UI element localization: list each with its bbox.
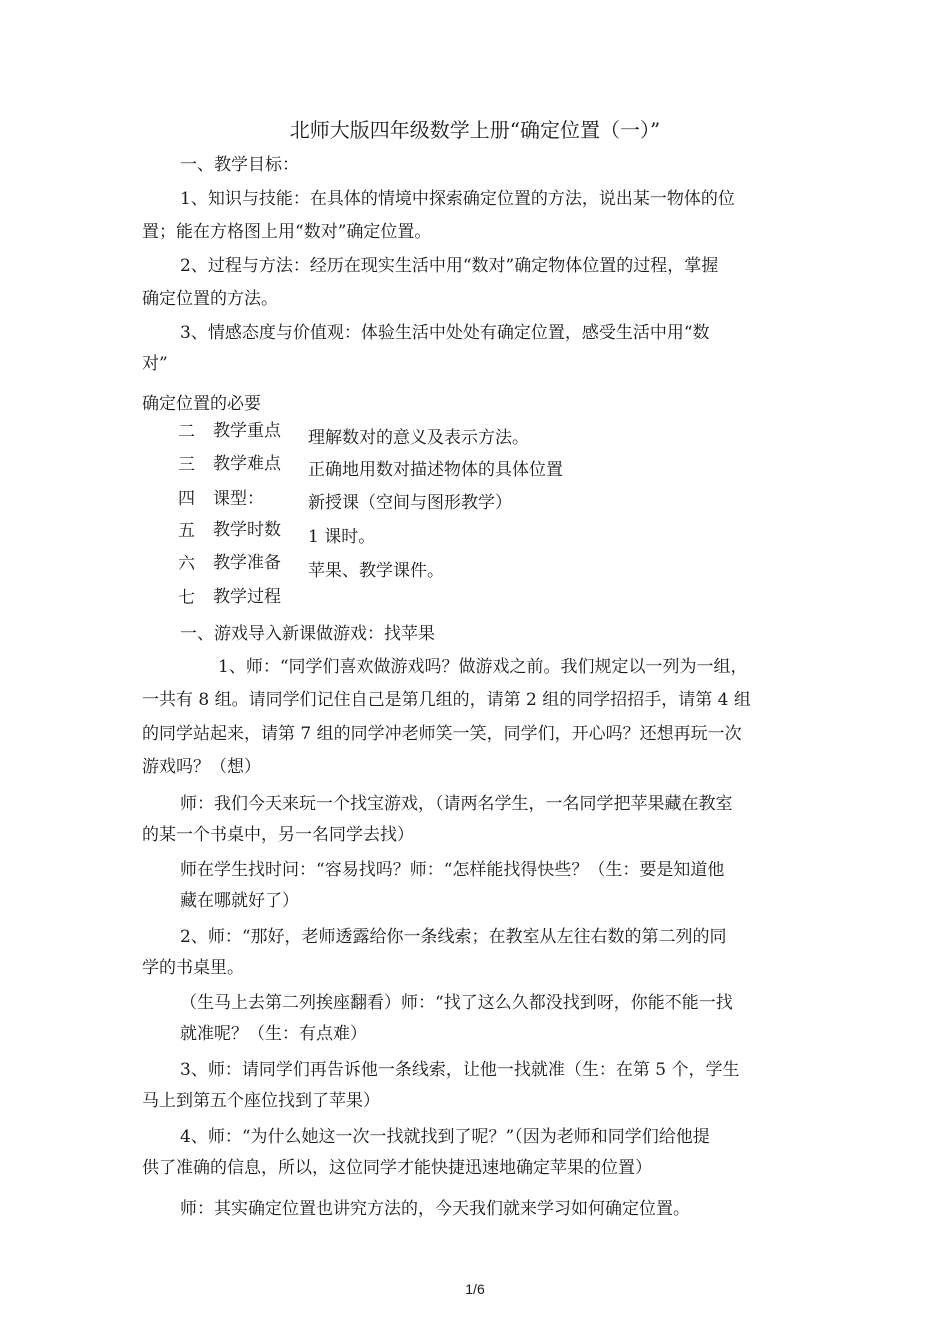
info-row-label: 课型： bbox=[213, 489, 264, 509]
paragraph-line: 的某一个书桌中，另一名同学去找） bbox=[142, 825, 414, 845]
paragraph-line: 2、师：“那好，老师透露给你一条线索；在教室从左往右数的第二列的同 bbox=[180, 927, 727, 947]
paragraph-line: 师：其实确定位置也讲究方法的，今天我们就来学习如何确定位置。 bbox=[180, 1199, 690, 1219]
info-row-number: 四 bbox=[178, 489, 195, 509]
objective-1-line-1: 1、知识与技能：在具体的情境中探索确定位置的方法，说出某一物体的位 bbox=[180, 189, 735, 209]
info-row-label: 教学过程 bbox=[213, 587, 281, 607]
objective-2-line-2: 确定位置的方法。 bbox=[142, 289, 278, 309]
objective-3-line-2: 对” bbox=[142, 354, 168, 374]
info-row-label: 教学时数 bbox=[213, 520, 281, 540]
info-row-number: 五 bbox=[178, 521, 195, 541]
info-row-value: 1 课时。 bbox=[308, 527, 376, 547]
info-row-number: 六 bbox=[178, 554, 195, 574]
paragraph-line: 1、师：“同学们喜欢做游戏吗？做游戏之前。我们规定以一列为一组， bbox=[218, 657, 748, 677]
objective-3-line-1: 3、情感态度与价值观：体验生活中处处有确定位置，感受生活中用“数 bbox=[180, 323, 710, 343]
paragraph-line: （生马上去第二列挨座翻看）师：“找了这么久都没找到呀，你能不能一找 bbox=[180, 993, 733, 1013]
paragraph-line: 一共有 8 组。请同学们记住自己是第几组的，请第 2 组的同学招招手，请第 4 组 bbox=[142, 690, 751, 710]
paragraph-line: 学的书桌里。 bbox=[142, 958, 244, 978]
paragraph-line: 师在学生找时问：“容易找吗？师：“怎样能找得快些？（生：要是知道他 bbox=[180, 860, 725, 880]
paragraph-line: 供了准确的信息，所以，这位同学才能快捷迅速地确定苹果的位置） bbox=[142, 1158, 652, 1178]
paragraph-line: 4、师：“为什么她这一次一找就找到了呢？”（因为老师和同学们给他提 bbox=[180, 1127, 710, 1147]
info-row-value: 新授课（空间与图形教学） bbox=[308, 493, 512, 513]
info-row-value: 苹果、教学课件。 bbox=[308, 561, 444, 581]
info-row-number: 二 bbox=[178, 422, 195, 442]
page-number: 1/6 bbox=[465, 1281, 485, 1297]
info-row-number: 三 bbox=[178, 455, 195, 475]
paragraph-line: 就准呢？（生：有点难） bbox=[180, 1024, 367, 1044]
info-row-number: 七 bbox=[178, 588, 195, 608]
paragraph-line: 藏在哪就好了） bbox=[180, 891, 299, 911]
paragraph-line: 马上到第五个座位找到了苹果） bbox=[142, 1091, 380, 1111]
info-row-value: 理解数对的意义及表示方法。 bbox=[308, 428, 529, 448]
info-row-label: 教学准备 bbox=[213, 553, 281, 573]
paragraph-line: 游戏吗？（想） bbox=[142, 757, 261, 777]
document-title: 北师大版四年级数学上册“确定位置（一）” bbox=[289, 118, 661, 142]
info-row-value: 正确地用数对描述物体的具体位置 bbox=[308, 460, 563, 480]
objective-2-line-1: 2、过程与方法：经历在现实生活中用“数对”确定物体位置的过程，掌握 bbox=[180, 256, 719, 276]
info-row-label: 教学难点 bbox=[213, 454, 281, 474]
section-1-heading: 一、游戏导入新课做游戏：找苹果 bbox=[180, 624, 435, 644]
objectives-heading: 一、教学目标： bbox=[180, 155, 299, 175]
objective-1-line-2: 置；能在方格图上用“数对”确定位置。 bbox=[142, 222, 432, 242]
objective-3-line-3: 确定位置的必要 bbox=[142, 394, 261, 414]
info-row-label: 教学重点 bbox=[213, 421, 281, 441]
paragraph-line: 师：我们今天来玩一个找宝游戏，（请两名学生，一名同学把苹果藏在教室 bbox=[180, 794, 733, 814]
paragraph-line: 的同学站起来，请第 7 组的同学冲老师笑一笑，同学们，开心吗？还想再玩一次 bbox=[142, 724, 742, 744]
paragraph-line: 3、师：请同学们再告诉他一条线索，让他一找就准（生：在第 5 个，学生 bbox=[180, 1060, 740, 1080]
